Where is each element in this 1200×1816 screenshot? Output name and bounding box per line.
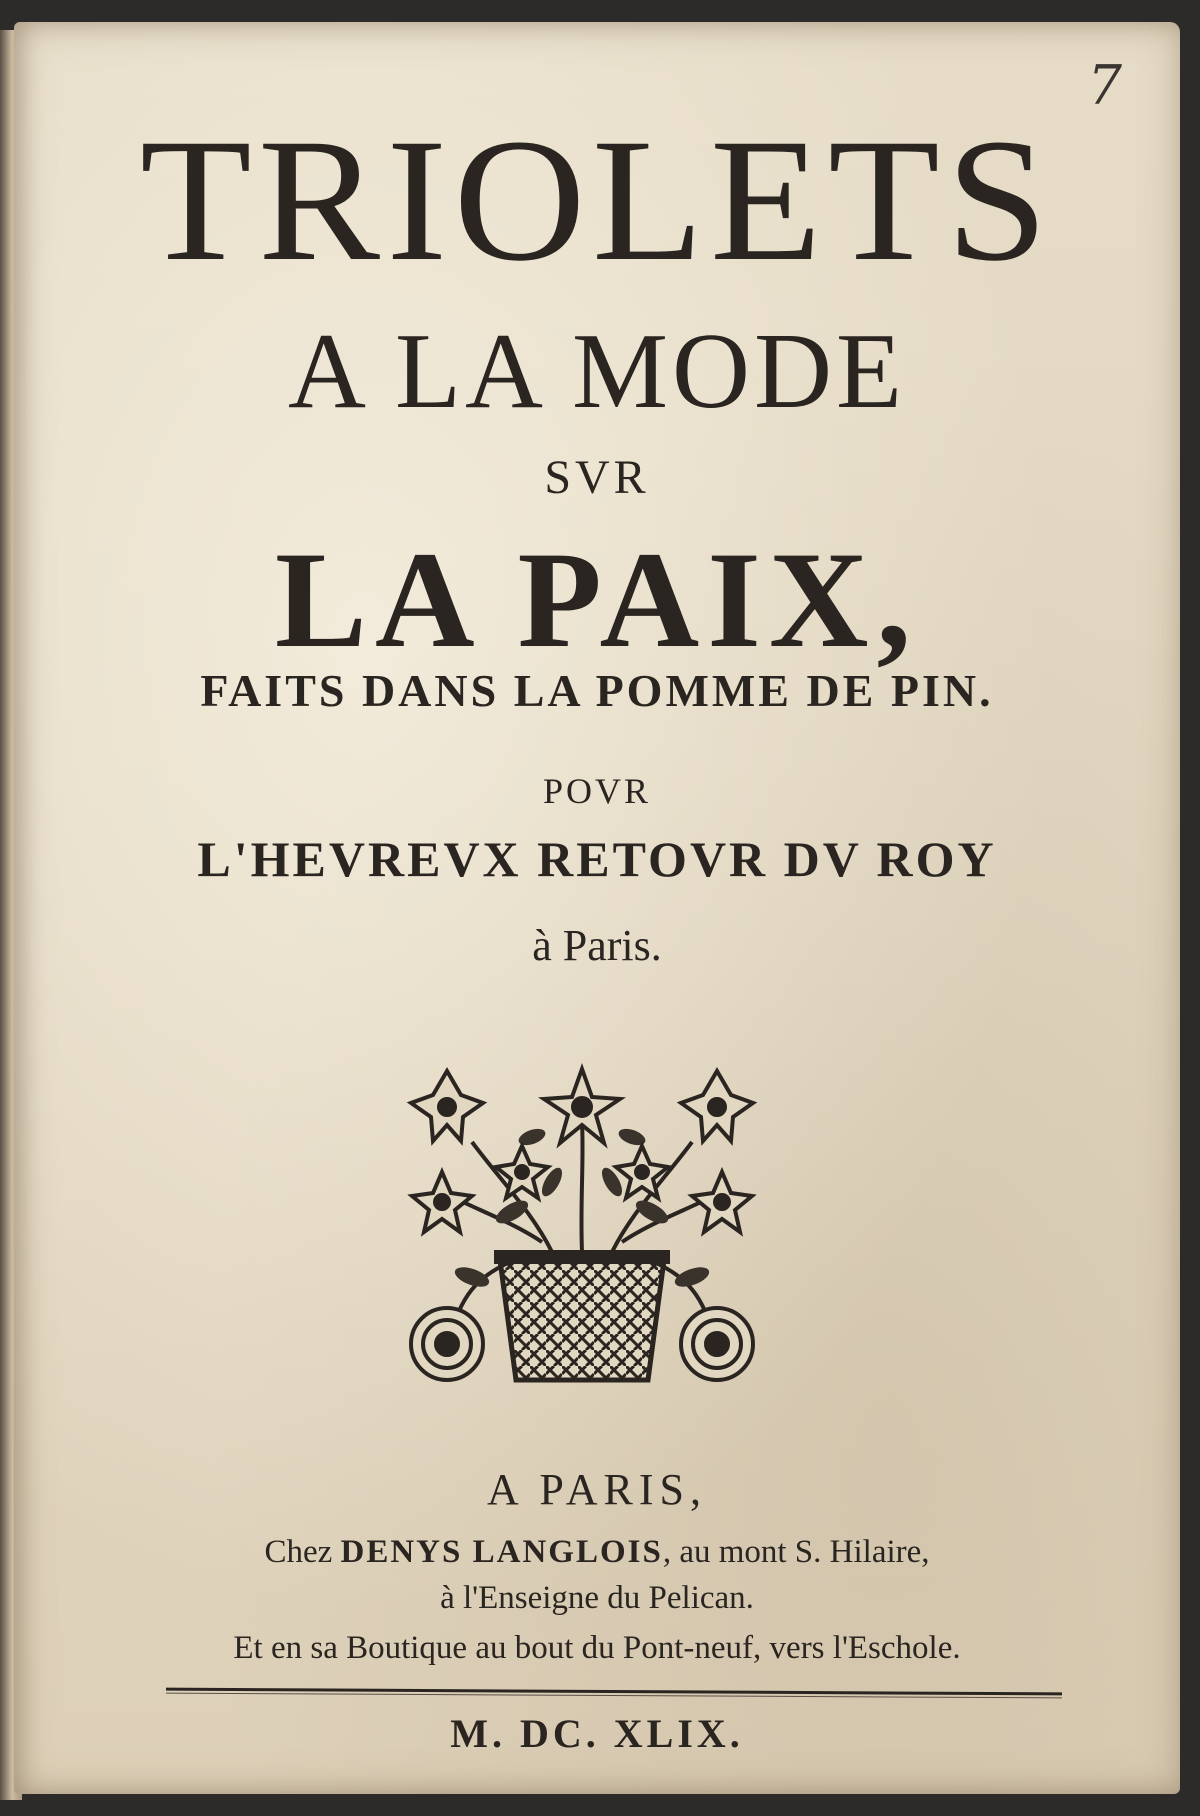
title-line-retour: L'HEVREVX RETOVR DV ROY — [197, 831, 997, 887]
imprint-date: M. DC. XLIX. — [450, 1711, 744, 1756]
title-line-a-paris: à Paris. — [532, 921, 662, 970]
imprint-chez-prefix: Chez — [264, 1534, 341, 1570]
imprint-sign: à l'Enseigne du Pelican. — [440, 1580, 754, 1616]
imprint-printer-line — [14, 1534, 1180, 1571]
imprint-shop: Et en sa Boutique au bout du Pont-neuf, vers l'Eschole. — [233, 1630, 961, 1666]
imprint-chez-suffix: , au mont S. Hilaire, — [662, 1534, 930, 1570]
basket-of-flowers-ornament-icon — [402, 1062, 762, 1392]
title-line-pour: POVR — [542, 771, 652, 811]
folio-number: 7 — [1087, 54, 1122, 117]
title-line-a-la-mode: A LA MODE — [287, 312, 907, 431]
title-page — [14, 22, 1180, 1794]
title-line-triolets: TRIOLETS — [139, 103, 1055, 298]
title-line-la-paix: LA PAIX, — [274, 523, 920, 676]
imprint-place: A PARIS, — [486, 1465, 708, 1514]
title-line-faits: FAITS DANS LA POMME DE PIN. — [200, 665, 994, 716]
title-line-sur: SVR — [544, 451, 650, 504]
imprint-printer-name: DENYS LANGLOIS — [340, 1534, 663, 1570]
